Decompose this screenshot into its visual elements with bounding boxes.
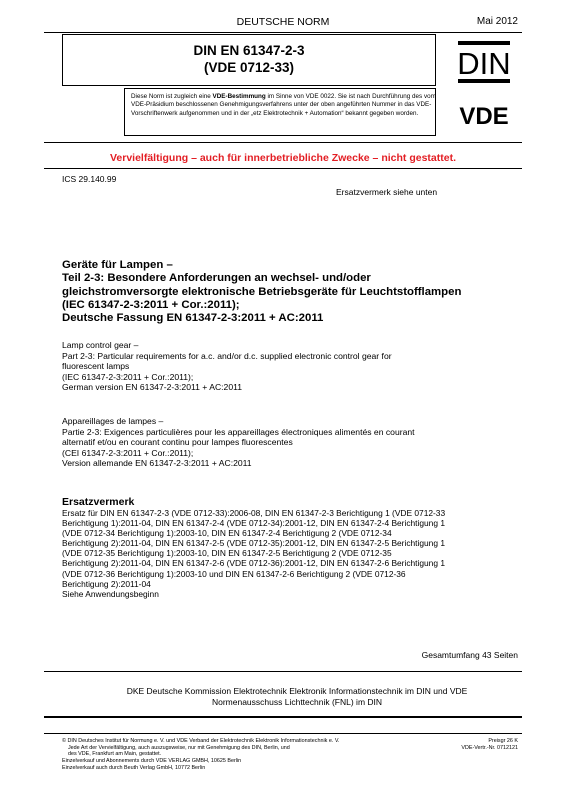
title-german-line: Deutsche Fassung EN 61347-2-3:2011 + AC:2011: [62, 312, 324, 325]
title-french-line: Partie 2-3: Exigences particulières pour les appareillages électroniques alimentés en courant: [62, 426, 415, 437]
price-group-line: Preisgr 26 K: [488, 738, 518, 744]
total-rule: [44, 671, 522, 672]
title-german-line: (IEC 61347-2-3:2011 + Cor.:2011);: [62, 298, 240, 311]
header-rule: [44, 32, 522, 33]
dke-line1: DKE Deutsche Kommission Elektrotechnik Elektronik Informationstechnik im DIN und VDE: [126, 686, 468, 696]
ersatzvermerk-body: [62, 508, 530, 599]
ersatzvermerk-line: Berichtigung 1):2011-04, DIN EN 61347-2-4 (VDE 0712-34):2001-12, DIN EN 61347-2-4 Berichtigung 1: [62, 518, 445, 529]
ersatzvermerk-line: (VDE 0712-36 Berichtigung 1):2003-10 und DIN EN 61347-2-6 Berichtigung 2 (VDE 0712-36: [62, 568, 406, 579]
title-english-line: German version EN 61347-2-3:2011 + AC:2011: [62, 382, 243, 392]
ersatzvermerk-line: Berichtigung 2):2011-04, DIN EN 61347-2-5 (VDE 0712-35):2001-12, DIN EN 61347-2-5 Berichtigung 1: [62, 538, 445, 549]
title-english-line: fluorescent lamps: [62, 361, 130, 371]
title-french-line: alternatif et/ou en courant continu pour lampes fluorescentes: [62, 437, 293, 447]
ersatzvermerk-line: (VDE 0712-35 Berichtigung 1):2003-10, DIN EN 61347-2-5 Berichtigung 2 (VDE 0712-35: [62, 548, 392, 559]
footer-line: des VDE, Frankfurt am Main, gestattet.: [62, 751, 162, 758]
norm-number-line1: DIN EN 61347-2-3: [193, 43, 305, 58]
norm-number: [62, 42, 436, 76]
document-type: DEUTSCHE NORM: [236, 16, 330, 28]
title-french-line: (CEI 61347-2-3:2011 + Cor.:2011);: [62, 447, 194, 458]
copyright-footer: [62, 738, 422, 772]
notice-text-end: im Sinne von VDE 0022. Sie ist nach Durchführung des vom VDE-Präsidium beschlossenen Genehmigungsverfahrens unter der oben angeführten Nummer in das VDE-Vorschriftenwerk aufgenommen und in der „etz Elektrotechnik + Automation“ bekannt gegeben worden.: [131, 93, 436, 117]
norm-number-line2: (VDE 0712-33): [203, 60, 295, 75]
din-logo: [448, 40, 520, 84]
title-english: [62, 340, 532, 393]
title-french-line: Appareillages de lampes –: [62, 416, 164, 426]
ersatzvermerk-line: Siehe Anwendungsbeginn: [62, 588, 159, 599]
notice-text-start: Diese Norm ist zugleich eine: [131, 93, 213, 100]
ersatzvermerk-line: (VDE 0712-34 Berichtigung 1):2003-10, DIN EN 61347-2-4 Berichtigung 2 (VDE 0712-34: [62, 528, 392, 539]
vde-contract-number: VDE-Vertr.-Nr. 0712121: [461, 744, 518, 751]
notice-text-bold: VDE-Bestimmung: [212, 93, 266, 100]
total-pages: Gesamtumfang 43 Seiten: [421, 650, 518, 660]
ersatzvermerk-line: Berichtigung 2):2011-04, DIN EN 61347-2-6 (VDE 0712-36):2001-12, DIN EN 61347-2-6 Berichtigung 1: [62, 558, 445, 569]
footer-line: Jede Art der Vervielfältigung, auch auszugsweise, nur mit Genehmigung des DIN, Berlin, und: [62, 744, 290, 751]
title-english-line: (IEC 61347-2-3:2011 + Cor.:2011);: [62, 371, 194, 382]
footer-rule-thin: [44, 733, 522, 734]
ersatzvermerk-line: Berichtigung 2):2011-04: [62, 578, 151, 589]
vde-logo: [448, 100, 520, 130]
vde-logo-text: VDE: [459, 103, 509, 130]
ics-code: ICS 29.140.99: [62, 174, 117, 184]
issue-date: Mai 2012: [476, 16, 518, 27]
ersatzvermerk-heading: Ersatzvermerk: [62, 496, 135, 508]
footer-rule-thick: [44, 716, 522, 718]
footer-line: Einzelverkauf und Abonnements durch VDE VERLAG GMBH, 10625 Berlin: [62, 758, 242, 765]
vde-notice: [131, 93, 436, 118]
title-german-line: Teil 2-3: Besondere Anforderungen an wechsel- und/oder: [62, 272, 371, 285]
title-german-line: gleichstromversorgte elektronische Betriebsgeräte für Leuchtstofflampen: [62, 285, 462, 298]
footer-line: Einzelverkauf auch durch Beuth Verlag GmbH, 10772 Berlin: [62, 764, 206, 771]
warning-rule: [44, 168, 522, 169]
title-french-line: Version allemande EN 61347-2-3:2011 + AC:2011: [62, 458, 252, 468]
title-english-line: Part 2-3: Particular requirements for a.c. and/or d.c. supplied electronic control gear for: [62, 350, 392, 361]
title-english-line: Lamp control gear –: [62, 340, 139, 350]
dke-line2: Normenausschuss Lichttechnik (FNL) im DIN: [211, 696, 383, 707]
title-german: [62, 259, 532, 325]
ersatz-reference: Ersatzvermerk siehe unten: [336, 187, 438, 197]
top-section-rule: [44, 142, 522, 143]
title-french: [62, 416, 532, 469]
price-group: [461, 738, 518, 751]
copy-warning: Vervielfältigung – auch für innerbetriebliche Zwecke – nicht gestattet.: [109, 152, 456, 164]
title-german-line: Geräte für Lampen –: [62, 259, 173, 271]
footer-line: © DIN Deutsches Institut für Normung e. V. und VDE Verband der Elektrotechnik Elektronik Informationstechnik e. V.: [62, 738, 340, 744]
dke-committee: [62, 686, 532, 707]
ersatzvermerk-line: Ersatz für DIN EN 61347-2-3 (VDE 0712-33):2006-08, DIN EN 61347-2-3 Berichtigung 1 (VDE 0712-33: [62, 508, 446, 518]
din-logo-text: DIN: [457, 46, 511, 81]
